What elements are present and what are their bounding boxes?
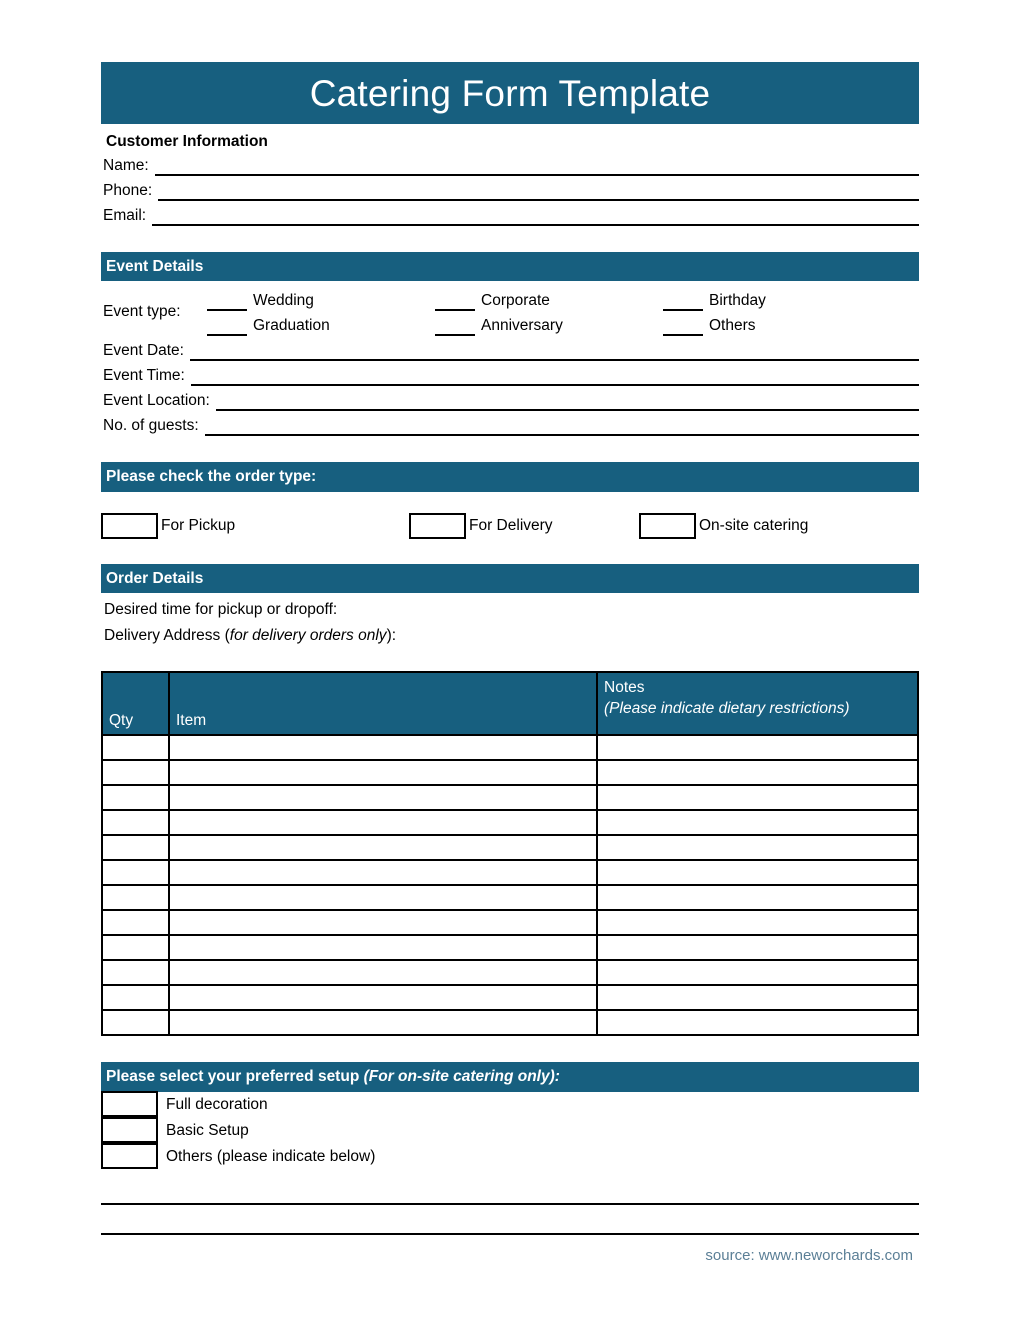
order-cell-qty[interactable] [102, 835, 169, 860]
column-header-notes-main: Notes [604, 679, 645, 697]
order-cell-qty[interactable] [102, 935, 169, 960]
field-row-event-location [101, 386, 919, 411]
order-type-option-onsite[interactable] [639, 513, 808, 539]
order-type-label-onsite: On-site catering [699, 516, 809, 534]
event-type-blank-anniversary[interactable] [435, 313, 475, 336]
source-attribution: source: www.neworchards.com [705, 1246, 913, 1264]
order-items-table [101, 671, 919, 1036]
table-row [102, 785, 918, 810]
section-header-preferred-setup [101, 1062, 919, 1091]
checkbox-for-pickup[interactable] [101, 513, 158, 539]
event-type-option-graduation[interactable] [207, 311, 435, 336]
column-header-qty: Qty [102, 672, 169, 735]
order-cell-item[interactable] [169, 810, 597, 835]
page-title-banner [101, 62, 919, 124]
order-cell-qty[interactable] [102, 785, 169, 810]
phone-label: Phone: [103, 182, 153, 199]
event-type-blank-wedding[interactable] [207, 288, 247, 311]
order-cell-qty[interactable] [102, 810, 169, 835]
setup-label-others: Others (please indicate below) [166, 1147, 376, 1165]
delivery-address-suffix: ): [386, 627, 397, 645]
order-cell-notes[interactable] [597, 760, 918, 785]
preferred-setup-options [101, 1092, 919, 1170]
table-row [102, 860, 918, 885]
table-row [102, 935, 918, 960]
event-type-blank-others[interactable] [663, 313, 703, 336]
notes-write-line-2[interactable] [101, 1233, 919, 1235]
table-row [102, 735, 918, 760]
event-type-option-birthday[interactable] [663, 286, 891, 311]
event-type-label: Event type: [103, 303, 181, 321]
setup-label-full-decoration: Full decoration [166, 1095, 268, 1113]
section-header-order-details: Order Details [101, 564, 919, 593]
table-row [102, 885, 918, 910]
setup-option-others[interactable] [101, 1144, 919, 1170]
column-header-item: Item [169, 672, 597, 735]
checkbox-full-decoration[interactable] [101, 1091, 158, 1117]
order-cell-qty[interactable] [102, 985, 169, 1010]
field-row-phone [101, 176, 919, 201]
customer-information-heading: Customer Information [106, 133, 268, 150]
order-type-label-delivery: For Delivery [469, 516, 553, 534]
event-type-blank-corporate[interactable] [435, 288, 475, 311]
column-header-notes-sub: (Please indicate dietary restrictions) [604, 700, 850, 718]
setup-label-basic-setup: Basic Setup [166, 1121, 249, 1139]
order-cell-notes[interactable] [597, 860, 918, 885]
preferred-setup-title-italic: (For on-site catering only): [363, 1068, 560, 1086]
event-time-input-line[interactable] [191, 365, 919, 386]
table-row [102, 985, 918, 1010]
table-row [102, 760, 918, 785]
event-type-option-corporate[interactable] [435, 286, 663, 311]
checkbox-for-delivery[interactable] [409, 513, 466, 539]
field-row-email [101, 201, 919, 226]
order-cell-notes[interactable] [597, 960, 918, 985]
page-title: Catering Form Template [309, 72, 711, 114]
order-cell-qty[interactable] [102, 760, 169, 785]
event-type-label-wedding: Wedding [253, 292, 314, 310]
table-row [102, 960, 918, 985]
order-cell-notes[interactable] [597, 810, 918, 835]
order-cell-notes[interactable] [597, 1010, 918, 1035]
event-type-row-1 [207, 286, 919, 311]
event-type-label-corporate: Corporate [481, 292, 550, 310]
event-type-option-wedding[interactable] [207, 286, 435, 311]
order-cell-qty[interactable] [102, 735, 169, 760]
section-header-order-type: Please check the order type: [101, 462, 919, 491]
order-cell-item[interactable] [169, 860, 597, 885]
field-row-guest-count [101, 411, 919, 436]
phone-input-line[interactable] [158, 180, 919, 201]
email-input-line[interactable] [152, 205, 919, 226]
field-row-name [101, 151, 919, 176]
table-row [102, 910, 918, 935]
order-type-label-pickup: For Pickup [161, 516, 236, 534]
preferred-setup-title-main: Please select your preferred setup [106, 1068, 364, 1086]
name-label: Name: [103, 157, 149, 174]
notes-write-line-1[interactable] [101, 1203, 919, 1205]
order-cell-notes[interactable] [597, 935, 918, 960]
order-cell-notes[interactable] [597, 910, 918, 935]
column-header-notes [597, 672, 918, 735]
table-row [102, 1010, 918, 1035]
event-type-block [101, 286, 919, 336]
delivery-address-text [101, 626, 919, 645]
event-date-label: Event Date: [103, 342, 184, 360]
field-row-event-date [101, 336, 919, 361]
event-date-input-line[interactable] [190, 340, 919, 361]
order-cell-notes[interactable] [597, 735, 918, 760]
name-input-line[interactable] [155, 155, 919, 176]
order-cell-item[interactable] [169, 760, 597, 785]
event-type-label-others: Others [709, 317, 756, 335]
order-cell-notes[interactable] [597, 835, 918, 860]
form-page [101, 0, 919, 1264]
order-table-header-row [102, 672, 918, 735]
order-cell-item[interactable] [169, 735, 597, 760]
event-location-input-line[interactable] [216, 390, 919, 411]
table-row [102, 810, 918, 835]
order-cell-notes[interactable] [597, 885, 918, 910]
delivery-address-italic-note: for delivery orders only [229, 627, 387, 645]
checkbox-basic-setup[interactable] [101, 1117, 158, 1143]
order-cell-item[interactable] [169, 985, 597, 1010]
order-cell-qty[interactable] [102, 1010, 169, 1035]
order-type-option-pickup[interactable] [101, 513, 409, 539]
order-table-body [102, 735, 918, 1035]
event-type-label-anniversary: Anniversary [481, 317, 563, 335]
order-type-options [101, 510, 919, 542]
table-row [102, 835, 918, 860]
event-type-label-birthday: Birthday [709, 292, 766, 310]
event-type-blank-graduation[interactable] [207, 313, 247, 336]
order-cell-qty[interactable] [102, 910, 169, 935]
event-type-blank-birthday[interactable] [663, 288, 703, 311]
field-row-event-time [101, 361, 919, 386]
order-cell-item[interactable] [169, 935, 597, 960]
order-cell-qty[interactable] [102, 860, 169, 885]
order-cell-item[interactable] [169, 785, 597, 810]
desired-time-text: Desired time for pickup or dropoff: [104, 601, 338, 619]
order-cell-item[interactable] [169, 885, 597, 910]
order-cell-item[interactable] [169, 910, 597, 935]
order-cell-notes[interactable] [597, 785, 918, 810]
order-cell-item[interactable] [169, 1010, 597, 1035]
order-type-option-delivery[interactable] [409, 513, 639, 539]
guest-count-label: No. of guests: [103, 417, 199, 435]
event-location-label: Event Location: [103, 392, 210, 410]
event-type-label-graduation: Graduation [253, 317, 330, 335]
email-label: Email: [103, 207, 147, 224]
event-type-options [207, 286, 919, 336]
guest-count-input-line[interactable] [205, 415, 919, 436]
order-cell-qty[interactable] [102, 960, 169, 985]
order-cell-item[interactable] [169, 835, 597, 860]
setup-option-basic-setup[interactable] [101, 1118, 919, 1144]
event-type-option-others[interactable] [663, 311, 891, 336]
checkbox-others[interactable] [101, 1143, 158, 1169]
order-cell-notes[interactable] [597, 985, 918, 1010]
checkbox-on-site-catering[interactable] [639, 513, 696, 539]
section-header-event-details: Event Details [101, 252, 919, 281]
event-type-option-anniversary[interactable] [435, 311, 663, 336]
setup-option-full-decoration[interactable] [101, 1092, 919, 1118]
order-cell-qty[interactable] [102, 885, 169, 910]
order-cell-item[interactable] [169, 960, 597, 985]
delivery-address-prefix: Delivery Address ( [104, 627, 230, 645]
event-time-label: Event Time: [103, 367, 185, 385]
event-type-row-2 [207, 311, 919, 336]
